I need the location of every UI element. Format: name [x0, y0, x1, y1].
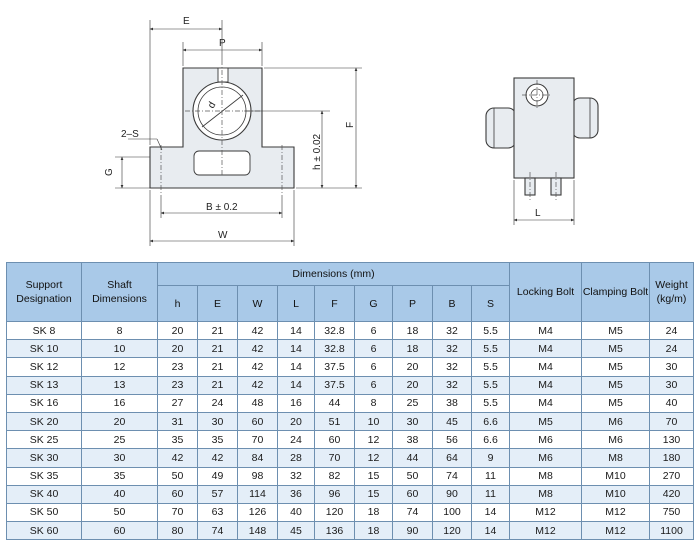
table-cell: 6 [355, 322, 393, 340]
table-cell: 6 [355, 340, 393, 358]
table-cell: SK 12 [7, 358, 82, 376]
table-cell: M5 [510, 412, 582, 430]
header-dim-b: B [433, 286, 472, 322]
table-cell: M6 [510, 431, 582, 449]
table-cell: 13 [82, 376, 158, 394]
table-row [7, 431, 694, 449]
label-d: d [206, 100, 219, 111]
table-cell: 14 [472, 522, 510, 540]
table-cell: 74 [433, 467, 472, 485]
table-cell: 82 [315, 467, 355, 485]
table-cell: 5.5 [472, 394, 510, 412]
table-cell: 60 [158, 485, 198, 503]
table-cell: M5 [582, 376, 650, 394]
table-cell: 20 [158, 322, 198, 340]
table-cell: 35 [198, 431, 238, 449]
table-cell: 9 [472, 449, 510, 467]
table-cell: 10 [82, 340, 158, 358]
table-cell: 70 [238, 431, 278, 449]
header-dim-w: W [238, 286, 278, 322]
header-clamping-bolt: Clamping Bolt [582, 263, 650, 322]
side-view [486, 78, 598, 200]
table-cell: M4 [510, 394, 582, 412]
table-cell: SK 25 [7, 431, 82, 449]
table-cell: 20 [82, 412, 158, 430]
table-cell: 14 [278, 322, 315, 340]
table-cell: M6 [582, 431, 650, 449]
table-cell: 63 [198, 503, 238, 521]
table-cell: 16 [278, 394, 315, 412]
table-cell: 40 [82, 485, 158, 503]
table-cell: M8 [582, 449, 650, 467]
label-2S: 2–S [121, 129, 139, 140]
table-cell: 8 [82, 322, 158, 340]
table-cell: 120 [315, 503, 355, 521]
table-cell: SK 35 [7, 467, 82, 485]
table-cell: 5.5 [472, 340, 510, 358]
side-view-dimension [514, 180, 574, 225]
label-W: W [218, 230, 228, 241]
table-cell: 74 [393, 503, 433, 521]
table-cell: SK 13 [7, 376, 82, 394]
table-row [7, 322, 694, 340]
table-cell: M6 [582, 412, 650, 430]
table-cell: 6 [355, 358, 393, 376]
table-cell: 50 [158, 467, 198, 485]
table-cell: SK 8 [7, 322, 82, 340]
table-cell: 11 [472, 467, 510, 485]
header-dim-g: G [355, 286, 393, 322]
table-cell: M4 [510, 322, 582, 340]
table-cell: 5.5 [472, 376, 510, 394]
table-cell: 64 [433, 449, 472, 467]
table-cell: 38 [433, 394, 472, 412]
header-locking-bolt: Locking Bolt [510, 263, 582, 322]
table-cell: M5 [582, 394, 650, 412]
table-cell: 1100 [650, 522, 694, 540]
table-cell: 30 [393, 412, 433, 430]
table-row [7, 376, 694, 394]
table-cell: 56 [433, 431, 472, 449]
table-cell: M10 [582, 485, 650, 503]
table-cell: 23 [158, 376, 198, 394]
table-cell: 24 [278, 431, 315, 449]
table-cell: M5 [582, 358, 650, 376]
table-cell: 35 [158, 431, 198, 449]
table-cell: 30 [82, 449, 158, 467]
table-cell: 120 [433, 522, 472, 540]
table-cell: 32 [433, 322, 472, 340]
table-cell: 44 [315, 394, 355, 412]
table-cell: 98 [238, 467, 278, 485]
table-cell: 24 [650, 340, 694, 358]
table-cell: 28 [278, 449, 315, 467]
table-cell: 70 [315, 449, 355, 467]
table-cell: M12 [582, 503, 650, 521]
header-dim-h: h [158, 286, 198, 322]
table-cell: 60 [315, 431, 355, 449]
table-cell: 6 [355, 376, 393, 394]
table-cell: 80 [158, 522, 198, 540]
table-cell: 50 [393, 467, 433, 485]
table-cell: 45 [433, 412, 472, 430]
table-cell: M4 [510, 376, 582, 394]
table-cell: 20 [278, 412, 315, 430]
table-cell: 6.6 [472, 431, 510, 449]
table-cell: 30 [650, 358, 694, 376]
table-cell: 37.5 [315, 376, 355, 394]
table-cell: 42 [238, 340, 278, 358]
table-cell: SK 20 [7, 412, 82, 430]
table-cell: SK 10 [7, 340, 82, 358]
table-cell: 21 [198, 340, 238, 358]
table-cell: 8 [355, 394, 393, 412]
table-cell: 24 [198, 394, 238, 412]
table-cell: 42 [238, 322, 278, 340]
table-cell: 32 [433, 340, 472, 358]
table-cell: 12 [82, 358, 158, 376]
table-header [7, 263, 694, 322]
table-cell: 70 [158, 503, 198, 521]
table-cell: 21 [198, 376, 238, 394]
table-cell: 6.6 [472, 412, 510, 430]
table-cell: 48 [238, 394, 278, 412]
table-cell: 11 [472, 485, 510, 503]
table-row [7, 467, 694, 485]
table-cell: 42 [238, 358, 278, 376]
table-cell: 18 [393, 340, 433, 358]
table-cell: M5 [582, 322, 650, 340]
table-cell: SK 50 [7, 503, 82, 521]
table-cell: 23 [158, 358, 198, 376]
table-cell: 57 [198, 485, 238, 503]
table-cell: 51 [315, 412, 355, 430]
table-cell: 32 [433, 376, 472, 394]
table-cell: 84 [238, 449, 278, 467]
table-cell: M10 [582, 467, 650, 485]
table-row [7, 522, 694, 540]
table-cell: 20 [393, 358, 433, 376]
table-cell: 130 [650, 431, 694, 449]
table-row [7, 412, 694, 430]
technical-drawing [0, 0, 699, 262]
header-dim-l: L [278, 286, 315, 322]
table-cell: 18 [355, 503, 393, 521]
table-cell: 32.8 [315, 340, 355, 358]
table-cell: 60 [82, 522, 158, 540]
table-cell: SK 30 [7, 449, 82, 467]
table-row [7, 394, 694, 412]
table-cell: 420 [650, 485, 694, 503]
label-E: E [183, 16, 190, 27]
table-cell: 27 [158, 394, 198, 412]
table-row [7, 340, 694, 358]
table-cell: 74 [198, 522, 238, 540]
label-P: P [219, 38, 226, 49]
table-cell: 126 [238, 503, 278, 521]
header-dim-f: F [315, 286, 355, 322]
label-B: B ± 0.2 [206, 202, 238, 213]
table-cell: 20 [393, 376, 433, 394]
table-row [7, 358, 694, 376]
table-cell: 15 [355, 467, 393, 485]
table-cell: 180 [650, 449, 694, 467]
label-G: G [104, 168, 115, 176]
table-cell: 114 [238, 485, 278, 503]
table-cell: 30 [198, 412, 238, 430]
table-cell: M8 [510, 467, 582, 485]
specification-table [6, 262, 694, 540]
table-cell: 44 [393, 449, 433, 467]
table-cell: 24 [650, 322, 694, 340]
table-cell: 750 [650, 503, 694, 521]
table-cell: M4 [510, 358, 582, 376]
table-cell: 25 [82, 431, 158, 449]
table-cell: 45 [278, 522, 315, 540]
header-dim-s: S [472, 286, 510, 322]
table-cell: 50 [82, 503, 158, 521]
table-cell: 90 [433, 485, 472, 503]
table-cell: SK 16 [7, 394, 82, 412]
table-cell: 21 [198, 322, 238, 340]
table-cell: 70 [650, 412, 694, 430]
table-cell: 12 [355, 449, 393, 467]
table-cell: 5.5 [472, 322, 510, 340]
table-cell: 12 [355, 431, 393, 449]
table-cell: 32 [433, 358, 472, 376]
header-dim-p: P [393, 286, 433, 322]
table-cell: 42 [238, 376, 278, 394]
table-cell: 21 [198, 358, 238, 376]
table-cell: M5 [582, 340, 650, 358]
table-cell: 60 [238, 412, 278, 430]
table-cell: 14 [472, 503, 510, 521]
table-cell: M4 [510, 340, 582, 358]
header-support-designation: Support Designation [7, 263, 82, 322]
table-cell: 5.5 [472, 358, 510, 376]
drawing-labels [104, 16, 541, 241]
table-cell: 25 [393, 394, 433, 412]
table-cell: 35 [82, 467, 158, 485]
table-cell: 42 [198, 449, 238, 467]
header-shaft-dimensions: Shaft Dimensions [82, 263, 158, 322]
table-cell: 96 [315, 485, 355, 503]
table-cell: 36 [278, 485, 315, 503]
label-L: L [535, 208, 541, 219]
table-cell: SK 40 [7, 485, 82, 503]
table-row [7, 485, 694, 503]
table-row [7, 503, 694, 521]
table-cell: 49 [198, 467, 238, 485]
header-dimensions-group: Dimensions (mm) [158, 263, 510, 286]
table-cell: 60 [393, 485, 433, 503]
table-cell: 40 [650, 394, 694, 412]
table-cell: M12 [510, 503, 582, 521]
table-cell: 270 [650, 467, 694, 485]
table-cell: 90 [393, 522, 433, 540]
table-cell: M6 [510, 449, 582, 467]
table-cell: 31 [158, 412, 198, 430]
table-cell: M12 [510, 522, 582, 540]
table-cell: 136 [315, 522, 355, 540]
front-view [150, 60, 294, 195]
table-cell: 40 [278, 503, 315, 521]
label-F: F [345, 121, 356, 128]
table-cell: 38 [393, 431, 433, 449]
header-weight: Weight (kg/m) [650, 263, 694, 322]
table-cell: SK 60 [7, 522, 82, 540]
table-body [7, 322, 694, 540]
table-cell: 14 [278, 376, 315, 394]
table-cell: M12 [582, 522, 650, 540]
table-cell: 148 [238, 522, 278, 540]
table-cell: 100 [433, 503, 472, 521]
table-cell: 14 [278, 340, 315, 358]
table-cell: 32.8 [315, 322, 355, 340]
table-cell: 30 [650, 376, 694, 394]
label-h: h ± 0.02 [312, 133, 323, 170]
table-cell: 37.5 [315, 358, 355, 376]
header-dim-e: E [198, 286, 238, 322]
table-cell: 10 [355, 412, 393, 430]
table-cell: 20 [158, 340, 198, 358]
table-cell: 18 [355, 522, 393, 540]
table-cell: 42 [158, 449, 198, 467]
table-cell: 32 [278, 467, 315, 485]
table-cell: 16 [82, 394, 158, 412]
table-row [7, 449, 694, 467]
table-cell: 14 [278, 358, 315, 376]
table-cell: 18 [393, 322, 433, 340]
table-cell: 15 [355, 485, 393, 503]
table-cell: M8 [510, 485, 582, 503]
